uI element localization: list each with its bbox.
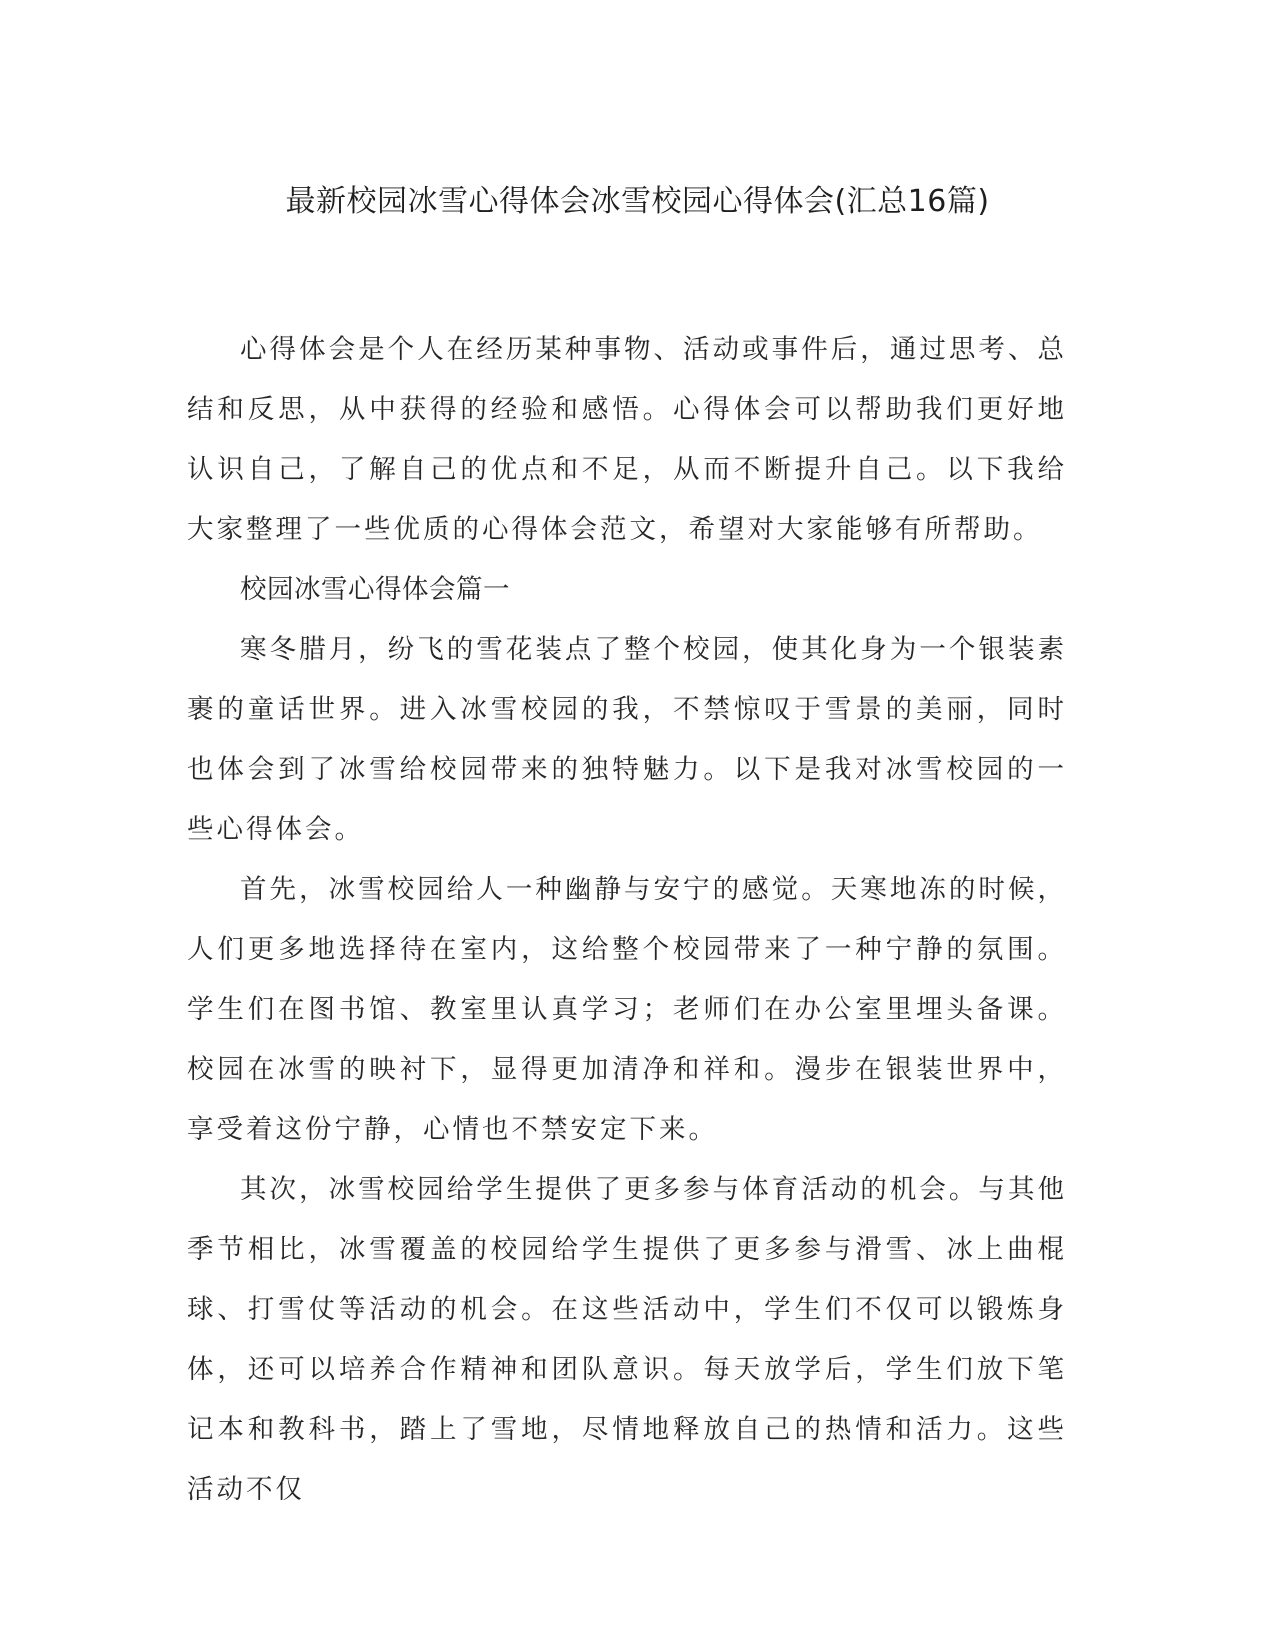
body-paragraph-1: 寒冬腊月，纷飞的雪花装点了整个校园，使其化身为一个银装素裹的童话世界。进入冰雪校园的我，不禁惊叹于雪景的美丽，同时也体会到了冰雪给校园带来的独特魅力。以下是我对冰雪校园的一些心得体会。 — [187, 634, 1067, 845]
intro-paragraph: 心得体会是个人在经历某种事物、活动或事件后，通过思考、总结和反思，从中获得的经验和感悟。心得体会可以帮助我们更好地认识自己，了解自己的优点和不足，从而不断提升自己。以下我给大家整理了一些优质的心得体会范文，希望对大家能够有所帮助。 — [187, 334, 1067, 545]
document-title: 最新校园冰雪心得体会冰雪校园心得体会(汇总16篇) — [285, 184, 990, 219]
body-paragraph-2: 首先，冰雪校园给人一种幽静与安宁的感觉。天寒地冻的时候，人们更多地选择待在室内，这给整个校园带来了一种宁静的氛围。学生们在图书馆、教室里认真学习；老师们在办公室里埋头备课。校园在冰雪的映衬下，显得更加清净和祥和。漫步在银装世界中，享受着这份宁静，心情也不禁安定下来。 — [187, 874, 1067, 1145]
body-paragraph-3: 其次，冰雪校园给学生提供了更多参与体育活动的机会。与其他季节相比，冰雪覆盖的校园给学生提供了更多参与滑雪、冰上曲棍球、打雪仗等活动的机会。在这些活动中，学生们不仅可以锻炼身体，还可以培养合作精神和团队意识。每天放学后，学生们放下笔记本和教科书，踏上了雪地，尽情地释放自己的热情和活力。这些活动不仅 — [187, 1174, 1067, 1505]
section-heading: 校园冰雪心得体会篇一 — [240, 574, 510, 605]
document-body — [187, 320, 1067, 1520]
